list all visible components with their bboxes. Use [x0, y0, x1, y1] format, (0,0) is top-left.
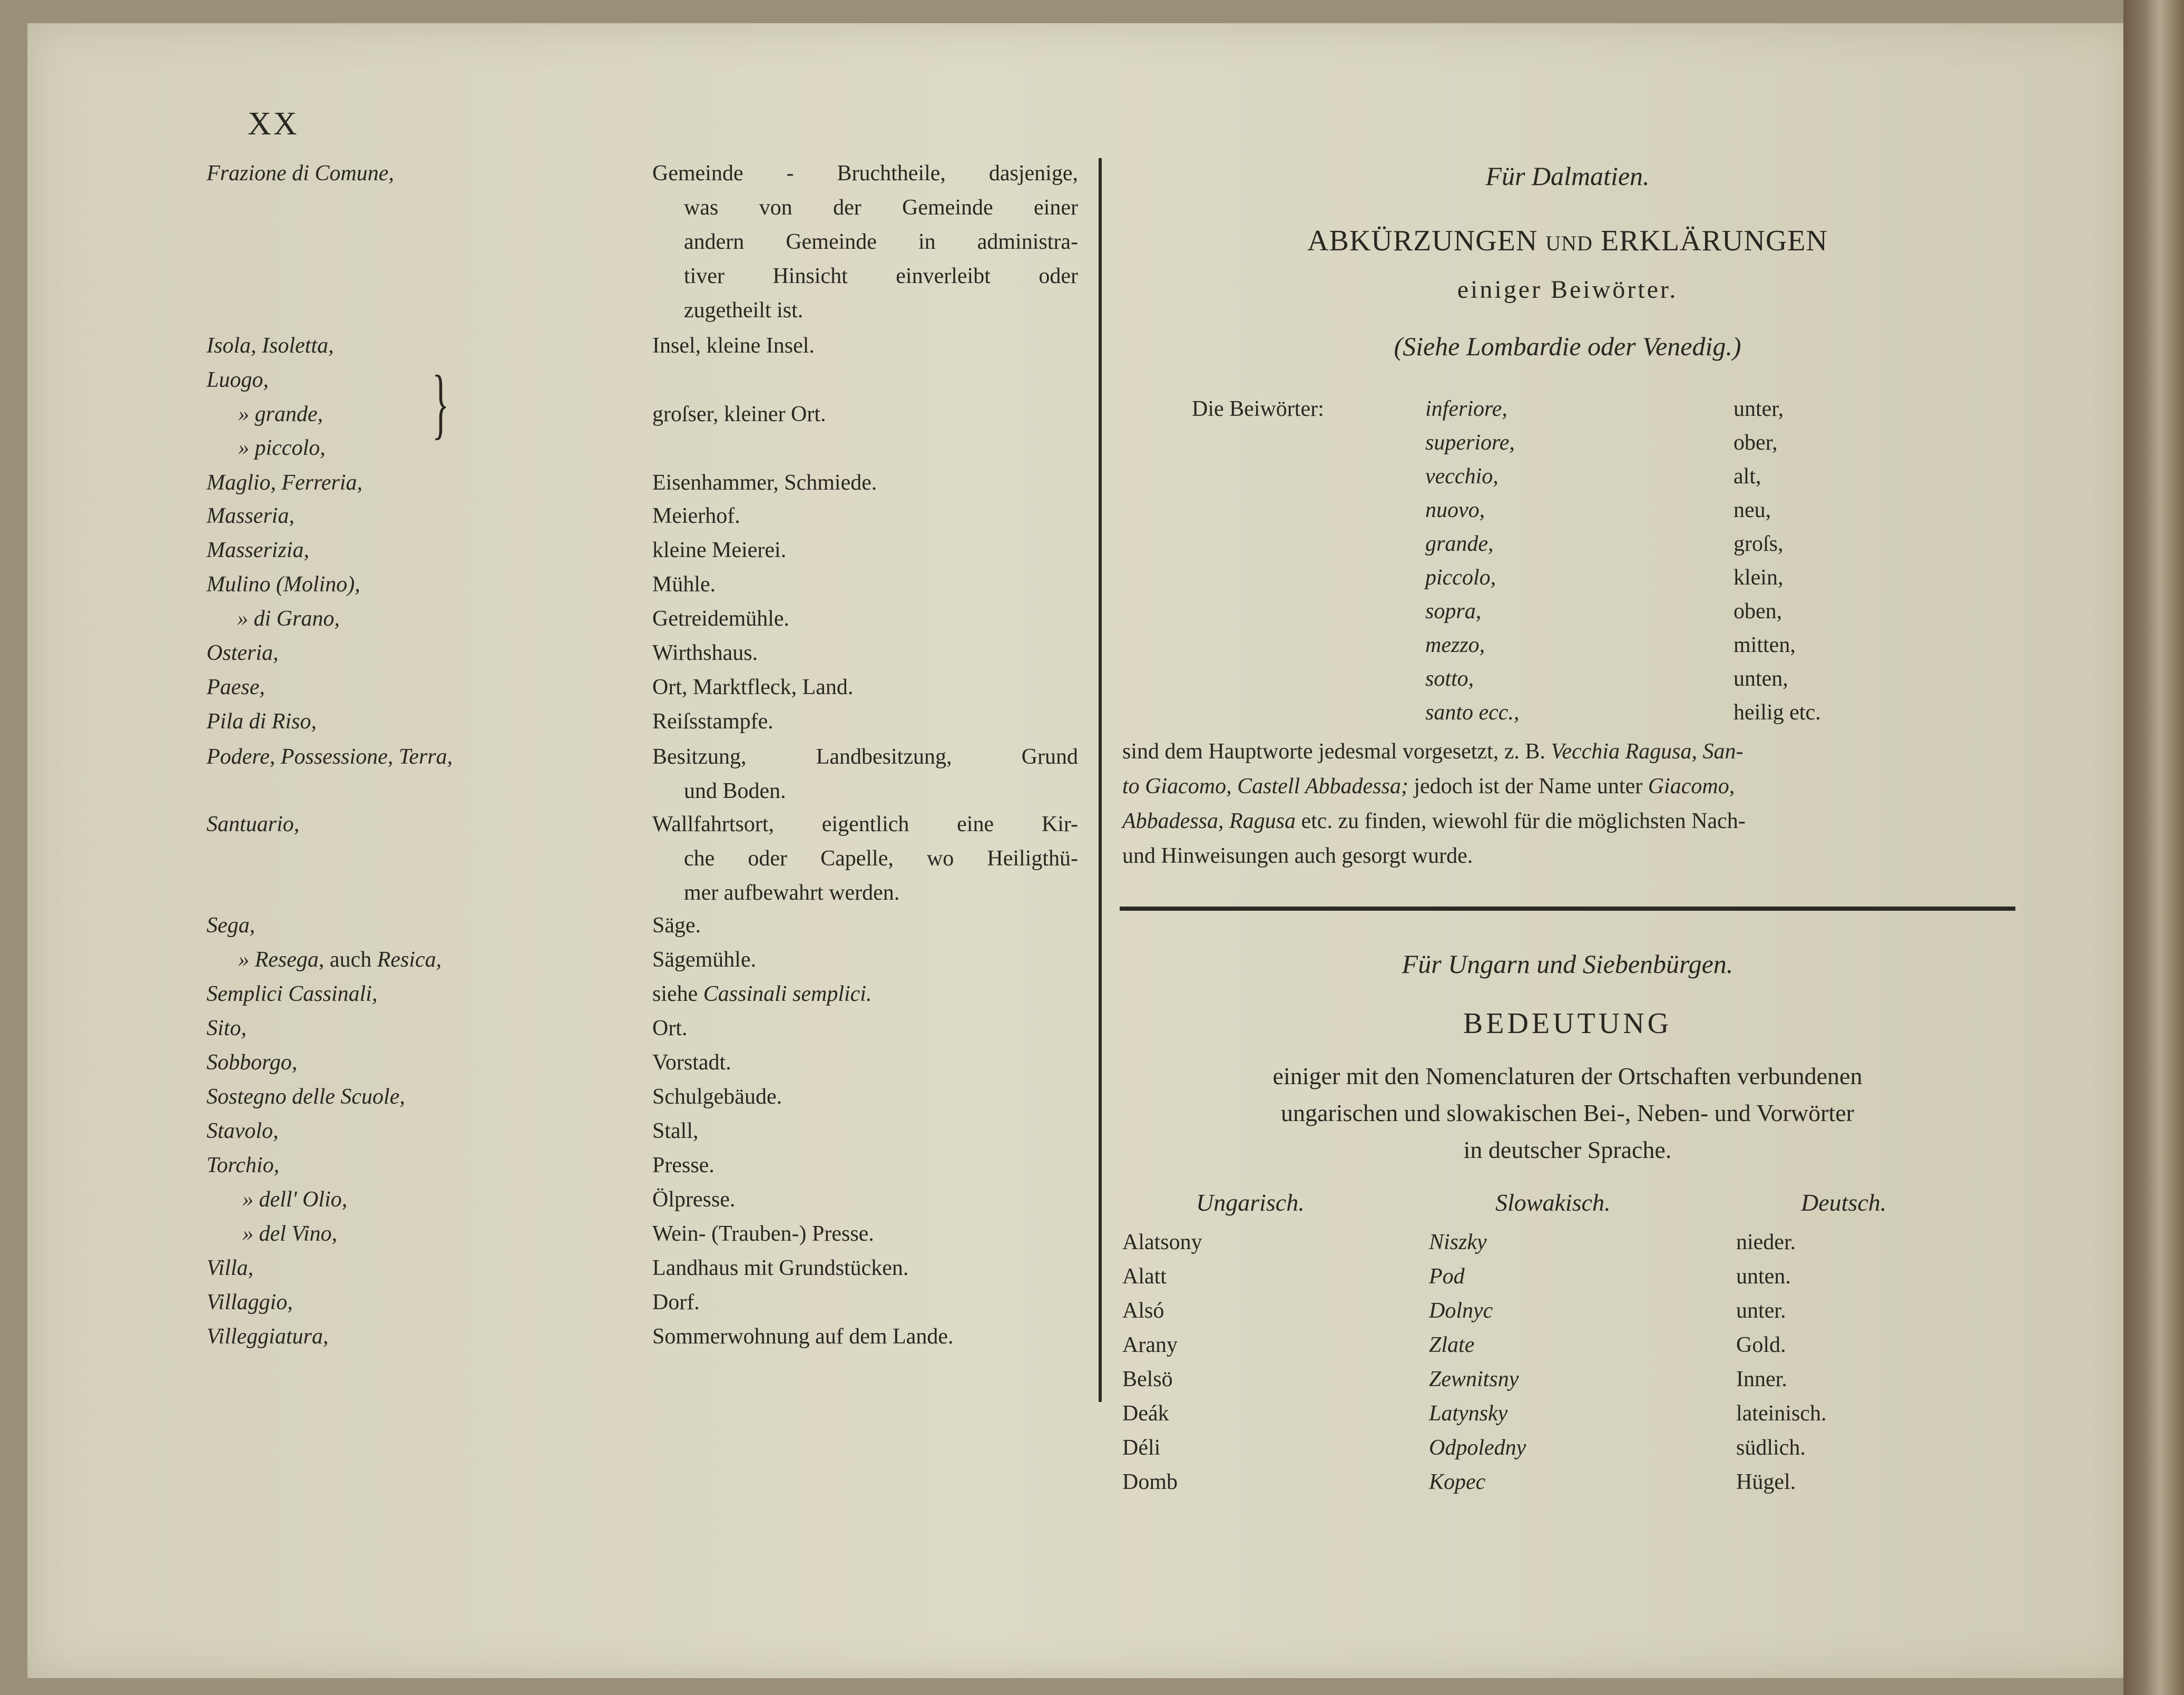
dalmatia-italian-adjective: inferiore, — [1425, 397, 1507, 421]
term-mulino-grano: » di Grano, — [237, 607, 340, 631]
term-stavolo: Stavolo, — [207, 1119, 279, 1143]
german-word: Hügel. — [1736, 1470, 1796, 1494]
def-stavolo: Stall, — [652, 1119, 699, 1143]
slovak-word: Odpoledny — [1429, 1436, 1526, 1460]
hungarian-word: Alatsony — [1122, 1230, 1202, 1254]
term-luogo: Luogo, — [207, 368, 269, 392]
def-maglio: Eisenhammer, Schmiede. — [652, 471, 877, 495]
def-podere-line1: Besitzung, Landbesitzung, Grund — [652, 745, 1078, 769]
slovak-word: Zewnitsny — [1429, 1367, 1519, 1391]
slovak-word: Kopec — [1429, 1470, 1486, 1494]
dalmatia-german-adjective: unter, — [1734, 397, 1784, 421]
term-luogo-grande: » grande, — [238, 402, 323, 426]
dalmatia-italian-adjective: superiore, — [1425, 431, 1515, 455]
dalmatia-italian-adjective: grande, — [1425, 532, 1494, 556]
dalmatia-title — [1120, 224, 2015, 258]
term-semplici: Semplici Cassinali, — [207, 982, 378, 1006]
def-resega: Sägemühle. — [652, 948, 757, 972]
def-villaggio: Dorf. — [652, 1290, 700, 1314]
term-resega — [238, 947, 442, 972]
def-sobborgo: Vorstadt. — [652, 1050, 731, 1075]
def-osteria: Wirthshaus. — [652, 641, 758, 665]
def-masserizia: kleine Meierei. — [652, 538, 787, 562]
term-villeggiatura: Villeggiatura, — [207, 1324, 329, 1349]
def-masseria: Meierhof. — [652, 504, 740, 528]
brace-icon: } — [432, 359, 449, 447]
dalmatia-title-und: UND — [1545, 231, 1593, 255]
dalmatia-italian-adjective: mezzo, — [1425, 633, 1485, 657]
term-resega-main: » Resega, — [238, 948, 325, 972]
dalmatia-german-adjective: unten, — [1734, 667, 1788, 691]
term-paese: Paese, — [207, 675, 265, 699]
def-isola: Insel, kleine Insel. — [652, 334, 815, 358]
hungary-sub1: einiger mit den Nomenclaturen der Ortschaften verbundenen — [1272, 1063, 1863, 1089]
term-osteria: Osteria, — [207, 641, 279, 665]
def-luogo: groſser, kleiner Ort. — [652, 402, 826, 426]
hungary-heading: Für Ungarn und Siebenbürgen. — [1402, 949, 1734, 979]
def-santuario-line2: che oder Capelle, wo Heiligthü- — [684, 846, 1078, 871]
slovak-word: Zlate — [1429, 1333, 1475, 1357]
hungary-sub3: in deutscher Sprache. — [1463, 1136, 1672, 1163]
def-sostegno: Schulgebäude. — [652, 1085, 782, 1109]
term-torchio: Torchio, — [207, 1153, 280, 1177]
def-torchio-vino: Wein- (Trauben-) Presse. — [652, 1222, 874, 1246]
def-sito: Ort. — [652, 1016, 688, 1040]
hungarian-word: Alsó — [1122, 1299, 1164, 1323]
hungarian-word: Déli — [1122, 1436, 1161, 1460]
hungary-title: BEDEUTUNG — [1463, 1007, 1672, 1040]
note-line2-text: jedoch ist der Name unter — [1414, 774, 1643, 798]
dalmatia-german-adjective: ober, — [1734, 431, 1778, 455]
term-sostegno: Sostegno delle Scuole, — [207, 1085, 405, 1109]
dalmatia-title-part2: ERKLÄRUNGEN — [1600, 225, 1828, 257]
term-pila-riso: Pila di Riso, — [207, 709, 317, 734]
col-header-slowakisch: Slowakisch. — [1495, 1189, 1611, 1216]
def-semplici — [652, 981, 871, 1007]
hungary-sub2: ungarischen und slowakischen Bei-, Neben- und Vorwörter — [1281, 1099, 1854, 1126]
def-villeggiatura: Sommerwohnung auf dem Lande. — [652, 1324, 954, 1349]
term-mulino: Mulino (Molino), — [207, 572, 360, 597]
german-word: südlich. — [1736, 1436, 1806, 1460]
dalmatia-german-adjective: mitten, — [1734, 633, 1796, 657]
note-line2-name: Giacomo, — [1648, 774, 1735, 798]
note-line3-names: Abbadessa, Ragusa — [1122, 809, 1296, 833]
def-paese: Ort, Marktfleck, Land. — [652, 675, 854, 699]
dalmatia-note-line4: und Hinweisungen auch gesorgt wurde. — [1122, 844, 1473, 868]
dalmatia-german-adjective: alt, — [1734, 464, 1761, 489]
term-luogo-piccolo: » piccolo, — [238, 436, 326, 460]
def-semplici-siehe: siehe — [652, 982, 698, 1006]
term-isola: Isola, Isoletta, — [207, 334, 334, 358]
hungarian-word: Belsö — [1122, 1367, 1173, 1391]
term-sega: Sega, — [207, 913, 256, 938]
note-line1-text: sind dem Hauptworte jedesmal vorgesetzt, z. B. — [1122, 739, 1545, 764]
german-word: Gold. — [1736, 1333, 1786, 1357]
note-line3-text: etc. zu finden, wiewohl für die möglichsten Nach- — [1301, 809, 1746, 833]
column-divider — [1099, 158, 1102, 1402]
dalmatia-heading: Für Dalmatien. — [1485, 161, 1650, 191]
col-header-deutsch: Deutsch. — [1801, 1189, 1887, 1216]
german-word: lateinisch. — [1736, 1401, 1827, 1426]
dalmatia-note-line1 — [1122, 739, 1743, 764]
german-word: Inner. — [1736, 1367, 1787, 1391]
dalmatia-german-adjective: oben, — [1734, 599, 1783, 624]
def-frazione-line1: Gemeinde - Bruchtheile, dasjenige, — [652, 161, 1078, 186]
section-rule — [1120, 907, 2015, 911]
col-header-ungarisch: Ungarisch. — [1196, 1189, 1305, 1216]
dalmatia-german-adjective: neu, — [1734, 498, 1771, 522]
hungarian-word: Deák — [1122, 1401, 1169, 1426]
def-mulino-grano: Getreidemühle. — [652, 607, 790, 631]
dalmatia-reference: (Siehe Lombardie oder Venedig.) — [1394, 332, 1741, 361]
german-word: unten. — [1736, 1264, 1791, 1289]
term-podere: Podere, Possessione, Terra, — [207, 745, 453, 769]
hungarian-word: Alatt — [1122, 1264, 1167, 1289]
dalmatia-label: Die Beiwörter: — [1192, 397, 1324, 421]
def-torchio-olio: Ölpresse. — [652, 1187, 736, 1212]
dalmatia-title-part1: ABKÜRZUNGEN — [1307, 225, 1538, 257]
slovak-word: Dolnyc — [1429, 1299, 1493, 1323]
def-semplici-ref: Cassinali semplici. — [703, 982, 872, 1006]
def-sega: Säge. — [652, 913, 701, 938]
def-frazione-line2: was von der Gemeinde einer — [684, 196, 1078, 220]
slovak-word: Latynsky — [1429, 1401, 1508, 1426]
term-maglio: Maglio, Ferreria, — [207, 471, 363, 495]
term-frazione: Frazione di Comune, — [207, 161, 394, 186]
def-frazione-line4: tiver Hinsicht einverleibt oder — [684, 264, 1078, 288]
book-spine — [2123, 0, 2184, 1695]
def-frazione-line5: zugetheilt ist. — [684, 298, 804, 323]
german-word: nieder. — [1736, 1230, 1796, 1254]
term-villaggio: Villaggio, — [207, 1290, 293, 1314]
term-sobborgo: Sobborgo, — [207, 1050, 298, 1075]
dalmatia-italian-adjective: piccolo, — [1425, 566, 1496, 590]
dalmatia-italian-adjective: sotto, — [1425, 667, 1474, 691]
def-santuario-line1: Wallfahrtsort, eigentlich eine Kir- — [652, 812, 1078, 836]
slovak-word: Niszky — [1429, 1230, 1487, 1254]
dalmatia-subtitle: einiger Beiwörter. — [1457, 276, 1678, 304]
def-santuario-line3: mer aufbewahrt werden. — [684, 881, 900, 905]
dalmatia-german-adjective: groſs, — [1734, 532, 1784, 556]
term-villa: Villa, — [207, 1256, 254, 1280]
slovak-word: Pod — [1429, 1264, 1465, 1289]
page-number: XX — [248, 106, 299, 142]
term-santuario: Santuario, — [207, 812, 300, 836]
term-resega-auch: auch — [329, 948, 372, 972]
dalmatia-italian-adjective: santo ecc., — [1425, 700, 1520, 725]
def-villa: Landhaus mit Grundstücken. — [652, 1256, 909, 1280]
term-sito: Sito, — [207, 1016, 247, 1040]
def-torchio: Presse. — [652, 1153, 714, 1177]
dalmatia-german-adjective: klein, — [1734, 566, 1784, 590]
german-word: unter. — [1736, 1299, 1786, 1323]
def-podere-line2: und Boden. — [684, 779, 786, 803]
term-torchio-vino: » del Vino, — [242, 1222, 338, 1246]
def-pila-riso: Reiſsstampfe. — [652, 709, 773, 734]
dalmatia-german-adjective: heilig etc. — [1734, 700, 1821, 725]
def-mulino: Mühle. — [652, 572, 716, 597]
dalmatia-note-line3 — [1122, 808, 1746, 834]
term-torchio-olio: » dell' Olio, — [242, 1187, 348, 1212]
dalmatia-italian-adjective: vecchio, — [1425, 464, 1499, 489]
book-page — [27, 23, 2135, 1678]
note-line2-example: to Giacomo, Castell Abbadessa; — [1122, 774, 1408, 798]
def-frazione-line3: andern Gemeinde in administra- — [684, 230, 1078, 254]
dalmatia-italian-adjective: sopra, — [1425, 599, 1482, 624]
hungarian-word: Domb — [1122, 1470, 1178, 1494]
note-line1-example: Vecchia Ragusa, San- — [1551, 739, 1744, 764]
hungarian-word: Arany — [1122, 1333, 1178, 1357]
term-resica: Resica, — [377, 948, 442, 972]
dalmatia-note-line2 — [1122, 774, 1735, 799]
dalmatia-italian-adjective: nuovo, — [1425, 498, 1485, 522]
term-masserizia: Masserizia, — [207, 538, 309, 562]
term-masseria: Masseria, — [207, 504, 295, 528]
